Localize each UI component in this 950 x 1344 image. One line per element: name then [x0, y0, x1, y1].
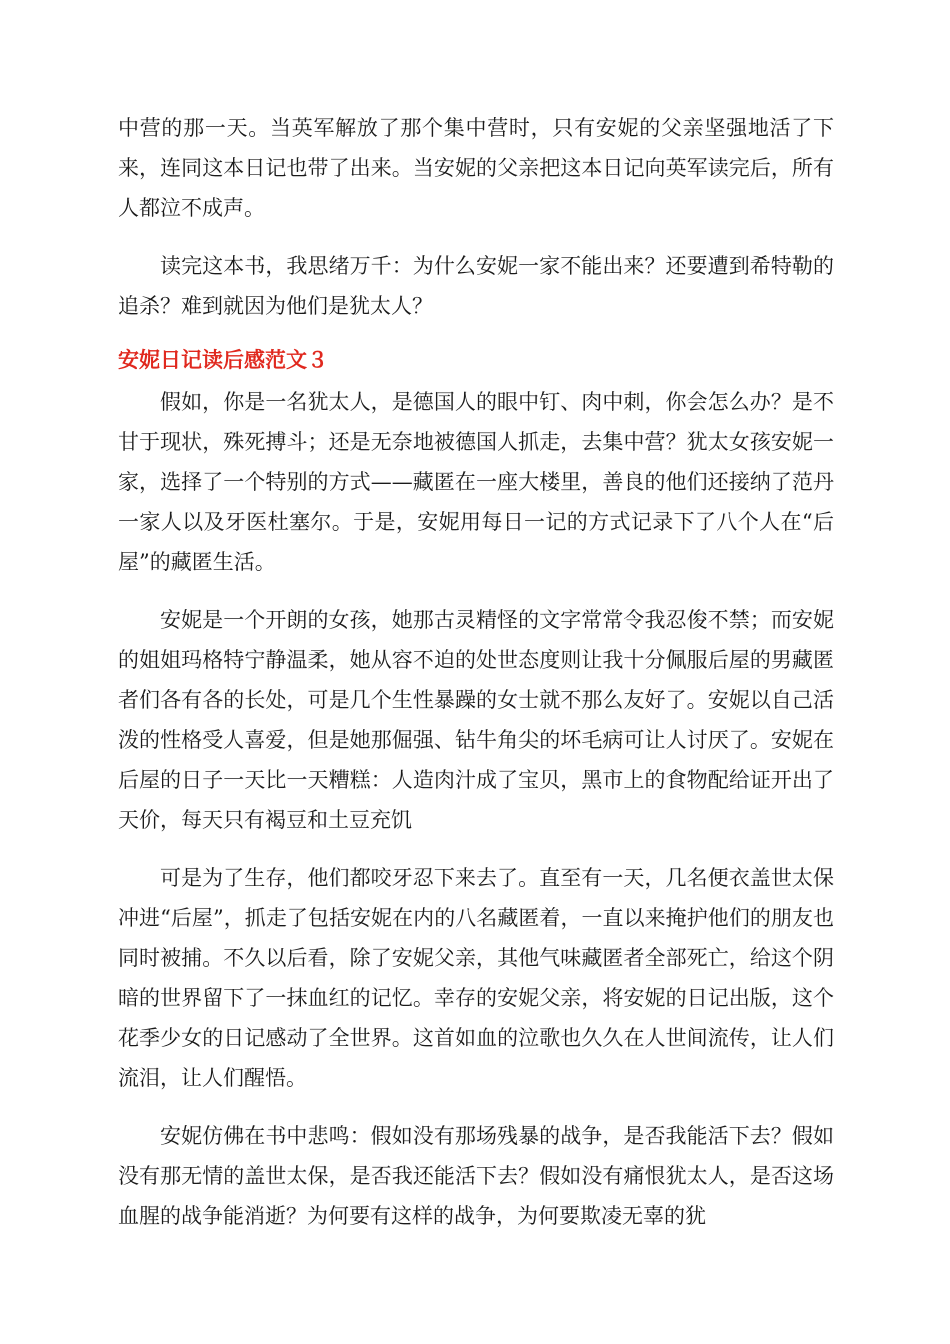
paragraph-section-4: 安妮仿佛在书中悲鸣：假如没有那场残暴的战争，是否我能活下去？假如没有那无情的盖世太保，是否我还能活下去？假如没有痛恨犹太人，是否这场血腥的战争能消逝？为何要有这样的战争，为何要欺凌无辜的犹 [118, 1124, 834, 1228]
paragraph-reflection: 读完这本书，我思绪万千：为什么安妮一家不能出来？还要遭到希特勒的追杀？难到就因为他们是犹太人？ [118, 254, 834, 318]
paragraph-section-2: 安妮是一个开朗的女孩，她那古灵精怪的文字常常令我忍俊不禁；而安妮的姐姐玛格特宁静温柔，她从容不迫的处世态度则让我十分佩服后屋的男藏匿者们各有各的长处，可是几个生性暴躁的女士就不那么友好了。安妮以自己活泼的性格受人喜爱，但是她那倔强、钻牛角尖的坏毛病可让人讨厌了。安妮在后屋的日子一天比一天糟糕：人造肉汁成了宝贝，黑市上的食物配给证开出了天价，每天只有褐豆和土豆充饥 [118, 608, 834, 832]
paragraph-section-1: 假如，你是一名犹太人，是德国人的眼中钉、肉中刺，你会怎么办？是不甘于现状，殊死搏斗；还是无奈地被德国人抓走，去集中营？犹太女孩安妮一家，选择了一个特别的方式——藏匿在一座大楼里，善良的他们还接纳了范丹一家人以及牙医杜塞尔。于是，安妮用每日一记的方式记录下了八个人在“后屋”的藏匿生活。 [118, 390, 834, 574]
document-page [118, 108, 834, 1236]
paragraph-section-3: 可是为了生存，他们都咬牙忍下来去了。直至有一天，几名便衣盖世太保冲进“后屋”，抓走了包括安妮在内的八名藏匿着，一直以来掩护他们的朋友也同时被捕。不久以后看，除了安妮父亲，其他气味藏匿者全部死亡，给这个阴暗的世界留下了一抹血红的记忆。幸存的安妮父亲，将安妮的日记出版，这个花季少女的日记感动了全世界。这首如血的泣歌也久久在人世间流传，让人们流泪，让人们醒悟。 [118, 866, 834, 1090]
paragraph-continued: 中营的那一天。当英军解放了那个集中营时，只有安妮的父亲坚强地活了下来，连同这本日记也带了出来。当安妮的父亲把这本日记向英军读完后，所有人都泣不成声。 [118, 116, 834, 220]
section-heading: 安妮日记读后感范文３ [118, 348, 328, 372]
